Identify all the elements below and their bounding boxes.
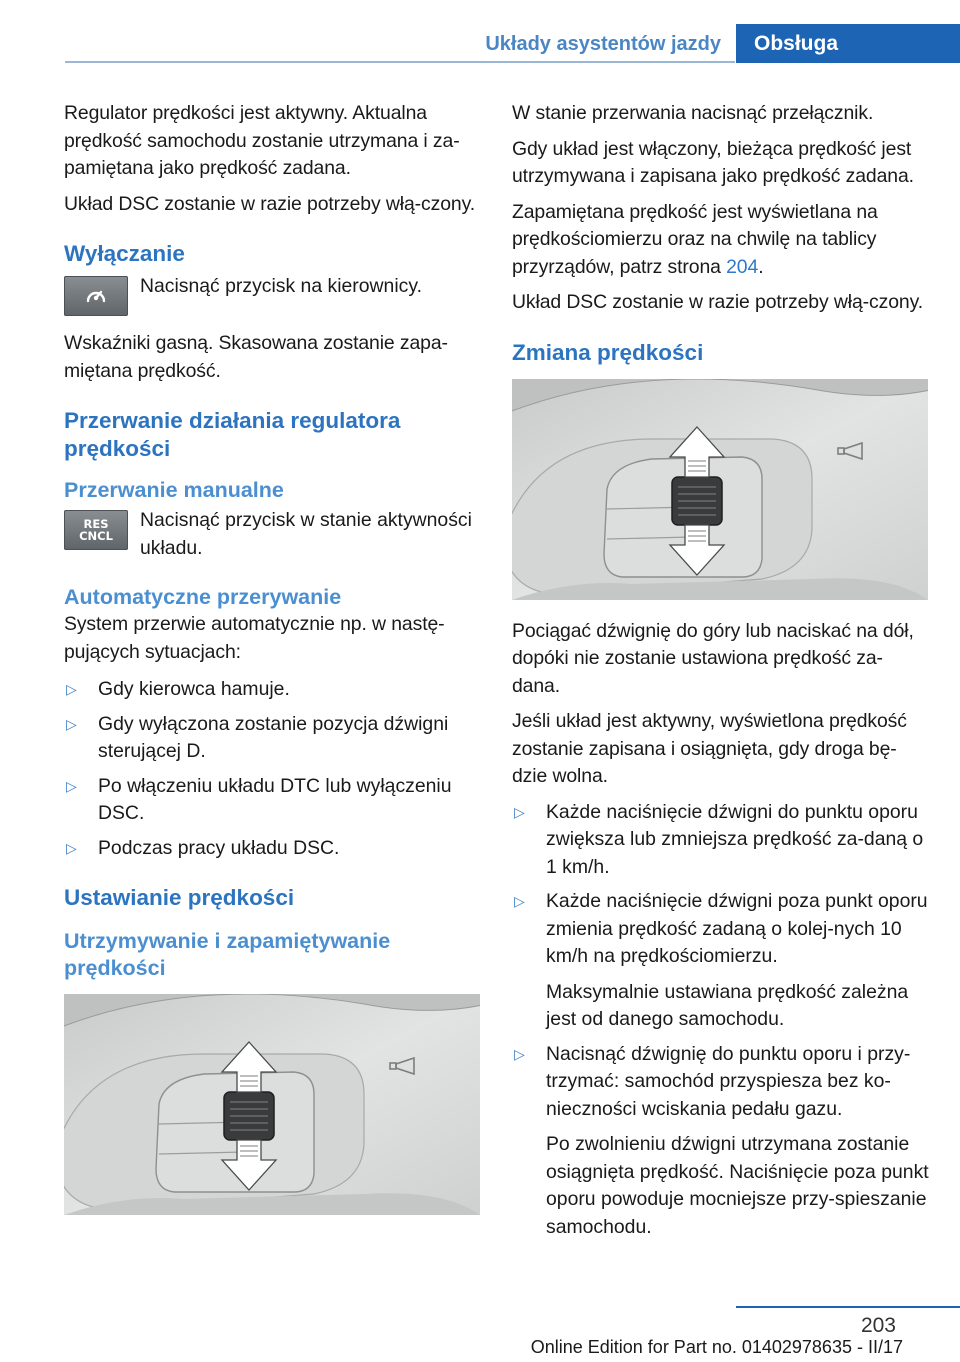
page-link-204[interactable]: 204 [726, 255, 759, 278]
heading-ustawianie: Ustawianie prędkości [64, 885, 295, 910]
list-item: ▷ Po włączeniu układu DTC lub wyłączeniu DSC. [66, 774, 452, 824]
paragraph: Wskaźniki gasną. Skasowana zostanie zapa‐miętana prędkość. [64, 332, 448, 382]
paragraph: Układ DSC zostanie w razie potrzeby włą‐czony. [512, 291, 924, 313]
paragraph: Regulator prędkości jest aktywny. Aktualna prędkość samochodu zostanie utrzymana i za‐pamiętana jako prędkość zadana. [64, 102, 460, 179]
list-item: ▷ Gdy wyłączona zostanie pozycja dźwigni sterującej D. [66, 712, 449, 762]
heading-zmiana-predkosci: Zmiana prędkości [512, 339, 704, 365]
header-rule [65, 61, 735, 63]
paragraph: System przerwie automatycznie np. w nastę‐pujących sytuacjach: [64, 613, 445, 663]
off-button-instruction: Nacisnąć przycisk na kierownicy. [140, 275, 422, 297]
paragraph: Jeśli układ jest aktywny, wyświetlona prędkość zostanie zapisana i osiągnięta, gdy droga bę‐dzie wolna. [512, 710, 907, 787]
edition-note: Online Edition for Part no. 01402978635 - II/17 [530, 1337, 903, 1357]
steering-wheel-lever-illustration [512, 379, 928, 600]
paragraph: Układ DSC zostanie w razie potrzeby włą‐czony. [64, 192, 476, 215]
res-cncl-button-icon [64, 510, 128, 550]
auto-interrupt-list [64, 676, 482, 862]
cruise-control-off-icon [64, 276, 128, 316]
page-number: 203 [860, 1314, 896, 1337]
res-cncl-label-line: RES [83, 517, 109, 531]
res-cncl-label-line: CNCL [79, 529, 113, 543]
list-item: ▷ Podczas pracy układu DSC. [66, 836, 340, 859]
list-item: ▷ Każde naciśnięcie dźwigni poza punkt oporu zmienia prędkość zadaną o kolej‐nych 10 km/h na prędkościomierzu. Maksymalnie ustawiana prędkość zależna jest od danego samochodu. [514, 890, 928, 1030]
res-cncl-label [79, 518, 113, 542]
heading-automatyczne: Automatyczne przerywanie [64, 585, 342, 609]
footer-rule [736, 1306, 960, 1308]
heading-przerwanie-manualne: Przerwanie manualne [64, 478, 284, 502]
heading-przerwanie: Przerwanie działania regulatora prędkości [64, 408, 401, 461]
off-button-row [64, 276, 482, 316]
paragraph: Pociągać dźwignię do góry lub naciskać na dół, dopóki nie zostanie ustawiona prędkość za‐dana. [512, 619, 914, 697]
steering-wheel-lever-illustration [64, 994, 480, 1215]
right-column [512, 100, 930, 1249]
manual-interrupt-instruction: Nacisnąć przycisk w stanie aktywności układu. [140, 509, 472, 559]
header-section-title: Układy asystentów jazdy [485, 33, 721, 55]
paragraph: W stanie przerwania nacisnąć przełącznik. [512, 102, 874, 124]
list-item: ▷ Nacisnąć dźwignię do punktu oporu i przy‐trzymać: samochód przyspiesza bez ko‐nieczności wciskania pedału gazu. Po zwolnieniu dźwigni utrzymana zostanie osiągnięta prędkość. Naciśnięcie poza punkt oporu powoduje mocniejsze przy‐spieszanie samochodu. [514, 1042, 929, 1238]
paragraph: Zapamiętana prędkość jest wyświetlana na prędkościomierzu oraz na chwilę na tablicy przyrządów, patrz strona 204. [512, 200, 878, 278]
list-item: ▷ Gdy kierowca hamuje. [66, 678, 290, 700]
paragraph: Gdy układ jest włączony, bieżąca prędkość jest utrzymywana i zapisana jako prędkość zadana. [512, 137, 914, 187]
list-item: ▷ Każde naciśnięcie dźwigni do punktu oporu zwiększa lub zmniejsza prędkość za‐daną o 1 km/h. [514, 800, 924, 878]
heading-utrzymywanie: Utrzymywanie i zapamiętywanie prędkości [64, 929, 391, 980]
header-chapter-tab[interactable]: Obsługa [736, 24, 960, 63]
speed-change-list [512, 799, 930, 1242]
heading-wylaczanie: Wyłączanie [64, 241, 185, 266]
res-cncl-button-row [64, 510, 482, 562]
left-column [64, 100, 482, 1233]
